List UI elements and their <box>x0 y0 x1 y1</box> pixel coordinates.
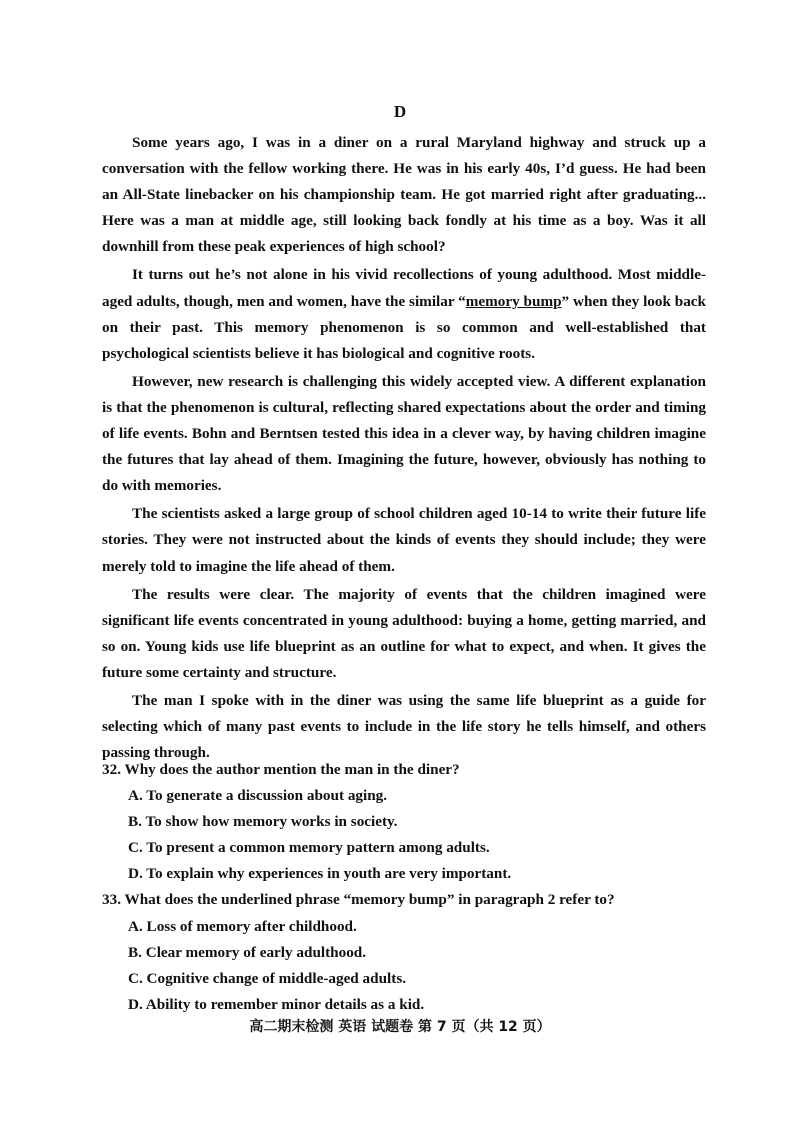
option-b: B. To show how memory works in society. <box>128 813 398 831</box>
option-c: C. Cognitive change of middle-aged adults. <box>128 969 407 987</box>
option-c: C. To present a common memory pattern among adults. <box>128 839 490 857</box>
paragraph-2-text-after: ” when they look back on their past. This memory phenomenon is so common and well-established that psychological scientists believe it has biological and cognitive roots. <box>102 292 706 362</box>
option-d: D. Ability to remember minor details as a kid. <box>128 995 425 1013</box>
passage-paragraph-3: However, new research is challenging this widely accepted view. A different explanation is that the phenomenon is cultural, reflecting shared expectations about the order and timing of life events. Bohn and Berntsen tested this idea in a clever way, by having children imagine the futures that lay ahead of them. Imagining the future, however, obviously has nothing to do with memories. <box>102 372 706 495</box>
section-heading: D <box>393 102 407 121</box>
question-list <box>102 757 706 1018</box>
option-d: D. To explain why experiences in youth are very important. <box>128 865 512 883</box>
page-footer: 高二期末检测 英语 试题卷 第 7 页（共 12 页） <box>249 1019 551 1035</box>
passage-paragraph-1: Some years ago, I was in a diner on a rural Maryland highway and struck up a conversation with the fellow working there. He was in his early 40s, I’d guess. He had been an All-State linebacker on his championship team. He got married right after graduating... Here was a man at middle age, still looking back fondly at his time as a boy. Was it all downhill from these peak experiences of high school? <box>102 134 706 256</box>
passage-paragraph-5: The results were clear. The majority of events that the children imagined were significant life events concentrated in young adulthood: buying a home, getting married, and so on. Young kids use life blueprint as an outline for what to expect, and when. It gives the future some certainty and structure. <box>102 585 706 681</box>
passage-paragraph-4: The scientists asked a large group of school children aged 10-14 to write their future life stories. They were not instructed about the kinds of events they should include; they were merely told to imagine the life ahead of them. <box>102 505 706 575</box>
question-stem: 33. What does the underlined phrase “memory bump” in paragraph 2 refer to? <box>102 891 615 909</box>
underlined-phrase: memory bump <box>465 292 562 310</box>
question-32 <box>102 757 706 887</box>
option-b: B. Clear memory of early adulthood. <box>128 943 367 961</box>
question-33 <box>102 887 706 1017</box>
option-a: A. Loss of memory after childhood. <box>128 917 357 935</box>
paragraph-2-text-before: It turns out he’s not alone in his vivid recollections of young adulthood. Most middle-aged adults, though, men and women, have the similar “ <box>102 266 706 310</box>
passage-paragraph-2 <box>102 262 706 366</box>
option-a: A. To generate a discussion about aging. <box>128 787 388 805</box>
reading-passage <box>102 130 706 766</box>
passage-paragraph-6: The man I spoke with in the diner was using the same life blueprint as a guide for selecting which of many past events to include in the life story he tells himself, and others passing through. <box>102 691 706 762</box>
question-stem: 32. Why does the author mention the man in the diner? <box>102 761 460 778</box>
